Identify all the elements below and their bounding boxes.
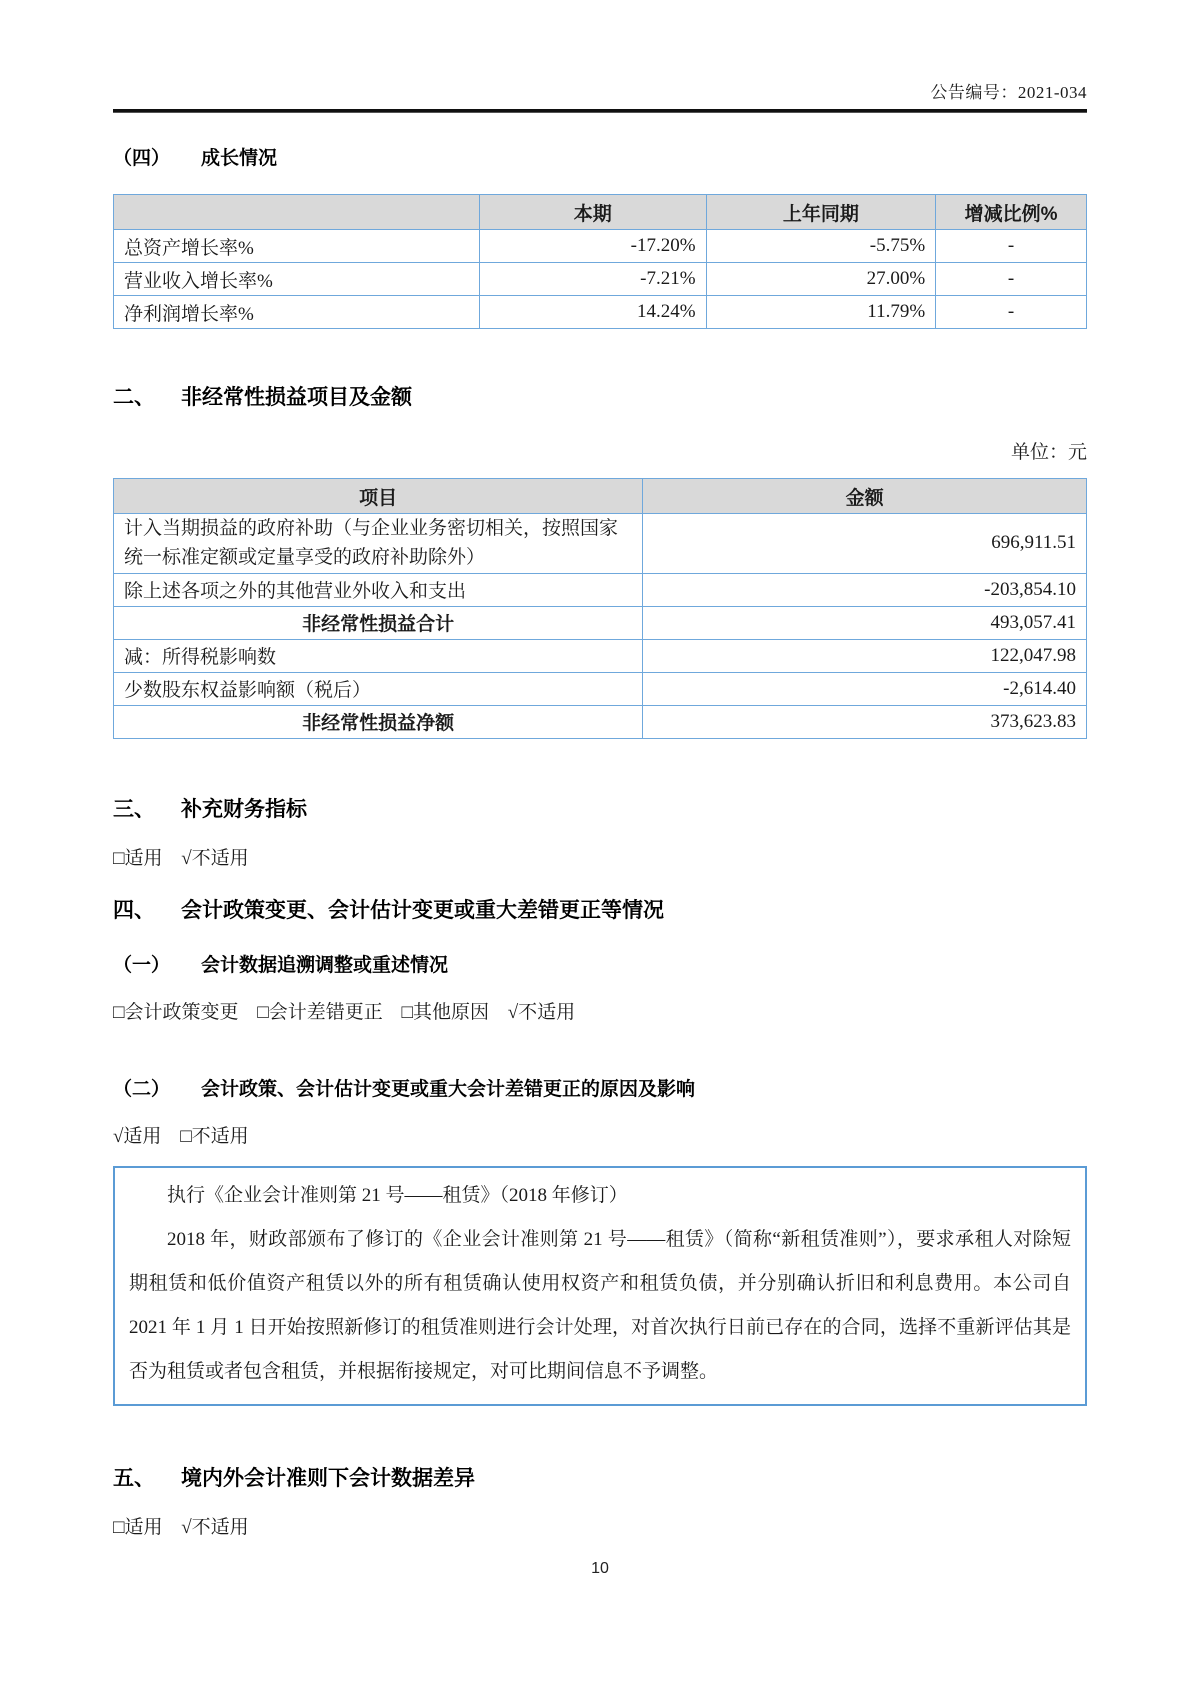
heading-section2-title: 非经常性损益项目及金额 xyxy=(181,386,412,409)
row-amount: 122,047.98 xyxy=(643,639,1087,672)
growth-col-prior: 上年同期 xyxy=(706,195,936,230)
growth-col-current: 本期 xyxy=(479,195,706,230)
row-item: 除上述各项之外的其他营业外收入和支出 xyxy=(114,573,643,606)
row-amount: 373,623.83 xyxy=(643,705,1087,738)
row-current: -7.21% xyxy=(479,263,706,296)
row-amount: 696,911.51 xyxy=(643,514,1087,574)
header-divider xyxy=(113,109,1087,113)
table-row xyxy=(114,639,1087,672)
row-change: - xyxy=(936,230,1087,263)
items-col-item: 项目 xyxy=(114,479,643,514)
heading-section4-sub2-title: 会计政策、会计估计变更或重大会计差错更正的原因及影响 xyxy=(201,1078,696,1100)
heading-section4 xyxy=(113,894,1087,924)
row-amount: -203,854.10 xyxy=(643,573,1087,606)
heading-section2-number: 二、 xyxy=(113,386,155,409)
row-label: 营业收入增长率% xyxy=(114,263,480,296)
heading-section4-sub2-number: （二） xyxy=(113,1078,171,1100)
section4-sub1-options xyxy=(113,997,1087,1024)
row-current: -17.20% xyxy=(479,230,706,263)
table-row xyxy=(114,514,1087,574)
heading-growth xyxy=(113,143,1087,170)
heading-section2 xyxy=(113,381,1087,411)
heading-section3-number: 三、 xyxy=(113,797,155,821)
heading-section4-sub1-title: 会计数据追溯调整或重述情况 xyxy=(201,954,449,976)
growth-table xyxy=(113,194,1087,329)
checkbox-option-not-applicable: √不适用 xyxy=(181,1516,249,1538)
checkbox-option-not-applicable: √不适用 xyxy=(181,847,249,869)
checkbox-option-policy-change: □会计政策变更 xyxy=(113,1001,239,1023)
growth-table-header-row xyxy=(114,195,1087,230)
table-row-subtotal xyxy=(114,606,1087,639)
table-row xyxy=(114,230,1087,263)
heading-section4-title: 会计政策变更、会计估计变更或重大差错更正等情况 xyxy=(181,898,664,922)
table-row xyxy=(114,296,1087,329)
row-item: 少数股东权益影响额（税后） xyxy=(114,672,643,705)
section3-applicability-options xyxy=(113,843,1087,870)
row-amount: 493,057.41 xyxy=(643,606,1087,639)
policy-box-body-paragraph: 2018 年，财政部颁布了修订的《企业会计准则第 21 号——租赁》（简称“新租赁准则”），要求承租人对除短期租赁和低价值资产租赁以外的所有租赁确认使用权资产和租赁负债，并分别确认折旧和利息费用。本公司自 2021 年 1 月 1 日开始按照新修订的租赁准则进行会计处理，对首次执行日前已存在的合同，选择不重新评估其是否为租赁或者包含租赁，并根据衔接规定，对可比期间信息不予调整。 xyxy=(129,1228,1071,1382)
heading-section3 xyxy=(113,793,1087,823)
unit-note: 单位：元 xyxy=(1010,442,1087,463)
page-number: 10 xyxy=(591,1560,609,1577)
table-row xyxy=(114,263,1087,296)
announcement-number: 公告编号：2021-034 xyxy=(930,83,1087,102)
heading-growth-number: （四） xyxy=(113,148,171,169)
row-current: 14.24% xyxy=(479,296,706,329)
row-item: 非经常性损益净额 xyxy=(114,705,643,738)
checkbox-option-not-applicable: □不适用 xyxy=(180,1125,249,1147)
heading-section4-sub1 xyxy=(113,950,1087,977)
non-recurring-items-table xyxy=(113,478,1087,739)
heading-section3-title: 补充财务指标 xyxy=(181,797,307,821)
row-amount: -2,614.40 xyxy=(643,672,1087,705)
row-prior: 11.79% xyxy=(706,296,936,329)
section4-sub2-options xyxy=(113,1121,1087,1148)
table-row-total xyxy=(114,705,1087,738)
checkbox-option-applicable: √适用 xyxy=(113,1125,162,1147)
row-label: 总资产增长率% xyxy=(114,230,480,263)
growth-col-label xyxy=(114,195,480,230)
row-prior: 27.00% xyxy=(706,263,936,296)
checkbox-option-not-applicable: √不适用 xyxy=(507,1001,576,1023)
checkbox-option-applicable: □适用 xyxy=(113,1516,163,1538)
items-col-amount: 金额 xyxy=(643,479,1087,514)
table-row xyxy=(114,672,1087,705)
heading-section4-sub2 xyxy=(113,1074,1087,1101)
row-item: 减：所得税影响数 xyxy=(114,639,643,672)
heading-growth-title: 成长情况 xyxy=(201,148,278,169)
heading-section5-number: 五、 xyxy=(113,1466,155,1490)
checkbox-option-applicable: □适用 xyxy=(113,847,163,869)
items-table-header-row xyxy=(114,479,1087,514)
table-row xyxy=(114,573,1087,606)
section5-applicability-options xyxy=(113,1512,1087,1539)
checkbox-option-error-correction: □会计差错更正 xyxy=(257,1001,383,1023)
row-prior: -5.75% xyxy=(706,230,936,263)
row-label: 净利润增长率% xyxy=(114,296,480,329)
row-change: - xyxy=(936,263,1087,296)
heading-section4-number: 四、 xyxy=(113,898,155,922)
heading-section5-title: 境内外会计准则下会计数据差异 xyxy=(181,1466,475,1490)
growth-col-change: 增减比例% xyxy=(936,195,1087,230)
row-item: 非经常性损益合计 xyxy=(114,606,643,639)
policy-box-title-paragraph: 执行《企业会计准则第 21 号——租赁》（2018 年修订） xyxy=(167,1184,628,1206)
heading-section5 xyxy=(113,1462,1087,1492)
row-change: - xyxy=(936,296,1087,329)
accounting-policy-change-box xyxy=(113,1166,1087,1406)
checkbox-option-other-reason: □其他原因 xyxy=(401,1001,489,1023)
heading-section4-sub1-number: （一） xyxy=(113,954,171,976)
row-item: 计入当期损益的政府补助（与企业业务密切相关，按照国家统一标准定额或定量享受的政府补助除外） xyxy=(114,514,643,574)
